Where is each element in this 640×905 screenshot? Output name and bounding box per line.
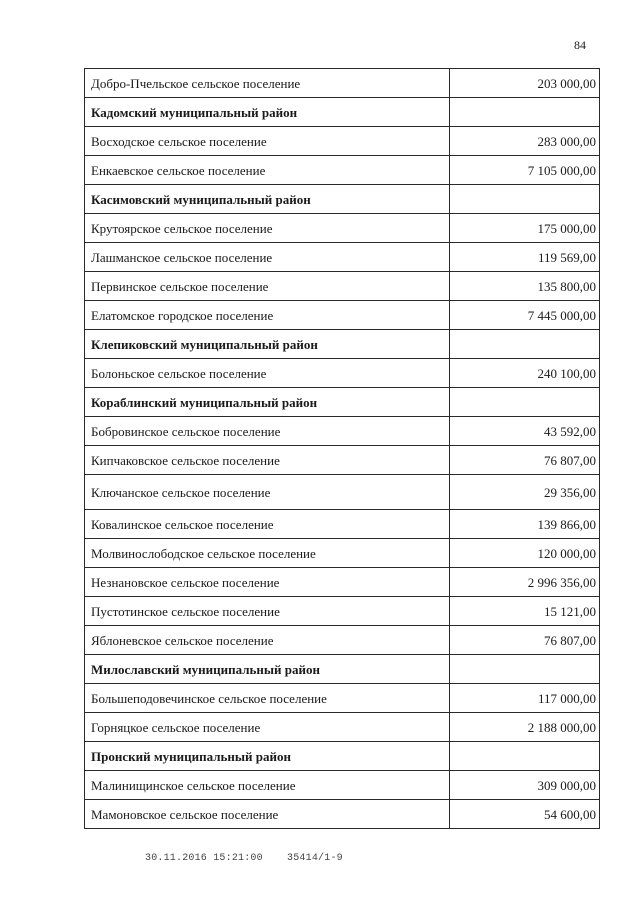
amount-cell: 7 445 000,00: [450, 301, 600, 330]
amount-cell: 283 000,00: [450, 127, 600, 156]
amount-cell: 175 000,00: [450, 214, 600, 243]
footer-timestamp: 30.11.2016 15:21:00: [145, 853, 263, 864]
budget-table: [84, 68, 600, 829]
settlement-name: Незнановское сельское поселение: [85, 568, 450, 597]
settlement-name: Мамоновское сельское поселение: [85, 800, 450, 829]
amount-cell: 240 100,00: [450, 359, 600, 388]
settlement-row: [85, 800, 600, 829]
settlement-row: [85, 568, 600, 597]
settlement-name: Лашманское сельское поселение: [85, 243, 450, 272]
footer-document-code: 35414/1-9: [287, 853, 343, 864]
settlement-row: [85, 684, 600, 713]
amount-cell: 2 996 356,00: [450, 568, 600, 597]
district-row: [85, 388, 600, 417]
settlement-name: Кипчаковское сельское поселение: [85, 446, 450, 475]
amount-cell: 76 807,00: [450, 626, 600, 655]
amount-cell: 7 105 000,00: [450, 156, 600, 185]
settlement-name: Яблоневское сельское поселение: [85, 626, 450, 655]
settlement-row: [85, 69, 600, 98]
settlement-row: [85, 214, 600, 243]
amount-cell: 203 000,00: [450, 69, 600, 98]
settlement-name: Восходское сельское поселение: [85, 127, 450, 156]
amount-cell: [450, 742, 600, 771]
district-row: [85, 655, 600, 684]
settlement-name: Ключанское сельское поселение: [85, 475, 450, 510]
amount-cell: 139 866,00: [450, 510, 600, 539]
amount-cell: 43 592,00: [450, 417, 600, 446]
settlement-row: [85, 771, 600, 800]
district-row: [85, 330, 600, 359]
district-row: [85, 185, 600, 214]
settlement-row: [85, 156, 600, 185]
settlement-name: Малинищинское сельское поселение: [85, 771, 450, 800]
table-body: [85, 69, 600, 829]
district-row: [85, 742, 600, 771]
document-footer: [145, 853, 343, 864]
settlement-name: Первинское сельское поселение: [85, 272, 450, 301]
settlement-row: [85, 539, 600, 568]
settlement-row: [85, 127, 600, 156]
settlement-row: [85, 417, 600, 446]
amount-cell: 117 000,00: [450, 684, 600, 713]
settlement-name: Пустотинское сельское поселение: [85, 597, 450, 626]
district-row: [85, 98, 600, 127]
district-name: Милославский муниципальный район: [85, 655, 450, 684]
settlement-row: [85, 510, 600, 539]
amount-cell: 2 188 000,00: [450, 713, 600, 742]
settlement-name: Ковалинское сельское поселение: [85, 510, 450, 539]
settlement-row: [85, 272, 600, 301]
amount-cell: 15 121,00: [450, 597, 600, 626]
amount-cell: 309 000,00: [450, 771, 600, 800]
amount-cell: [450, 185, 600, 214]
amount-cell: [450, 98, 600, 127]
settlement-name: Елатомское городское поселение: [85, 301, 450, 330]
page-number: 84: [574, 38, 586, 52]
amount-cell: 119 569,00: [450, 243, 600, 272]
settlement-name: Большеподовечинское сельское поселение: [85, 684, 450, 713]
settlement-name: Молвинослободское сельское поселение: [85, 539, 450, 568]
settlement-row: [85, 475, 600, 510]
amount-cell: [450, 330, 600, 359]
amount-cell: 135 800,00: [450, 272, 600, 301]
amount-cell: 29 356,00: [450, 475, 600, 510]
settlement-name: Горняцкое сельское поселение: [85, 713, 450, 742]
settlement-row: [85, 597, 600, 626]
settlement-name: Крутоярское сельское поселение: [85, 214, 450, 243]
settlement-row: [85, 243, 600, 272]
settlement-row: [85, 359, 600, 388]
district-name: Пронский муниципальный район: [85, 742, 450, 771]
settlement-name: Болоньское сельское поселение: [85, 359, 450, 388]
amount-cell: [450, 655, 600, 684]
settlement-row: [85, 626, 600, 655]
settlement-row: [85, 446, 600, 475]
settlement-name: Бобровинское сельское поселение: [85, 417, 450, 446]
settlement-name: Добро-Пчельское сельское поселение: [85, 69, 450, 98]
district-name: Клепиковский муниципальный район: [85, 330, 450, 359]
district-name: Касимовский муниципальный район: [85, 185, 450, 214]
district-name: Кораблинский муниципальный район: [85, 388, 450, 417]
amount-cell: 54 600,00: [450, 800, 600, 829]
district-name: Кадомский муниципальный район: [85, 98, 450, 127]
settlement-row: [85, 301, 600, 330]
amount-cell: 120 000,00: [450, 539, 600, 568]
settlement-name: Енкаевское сельское поселение: [85, 156, 450, 185]
amount-cell: 76 807,00: [450, 446, 600, 475]
amount-cell: [450, 388, 600, 417]
settlement-row: [85, 713, 600, 742]
